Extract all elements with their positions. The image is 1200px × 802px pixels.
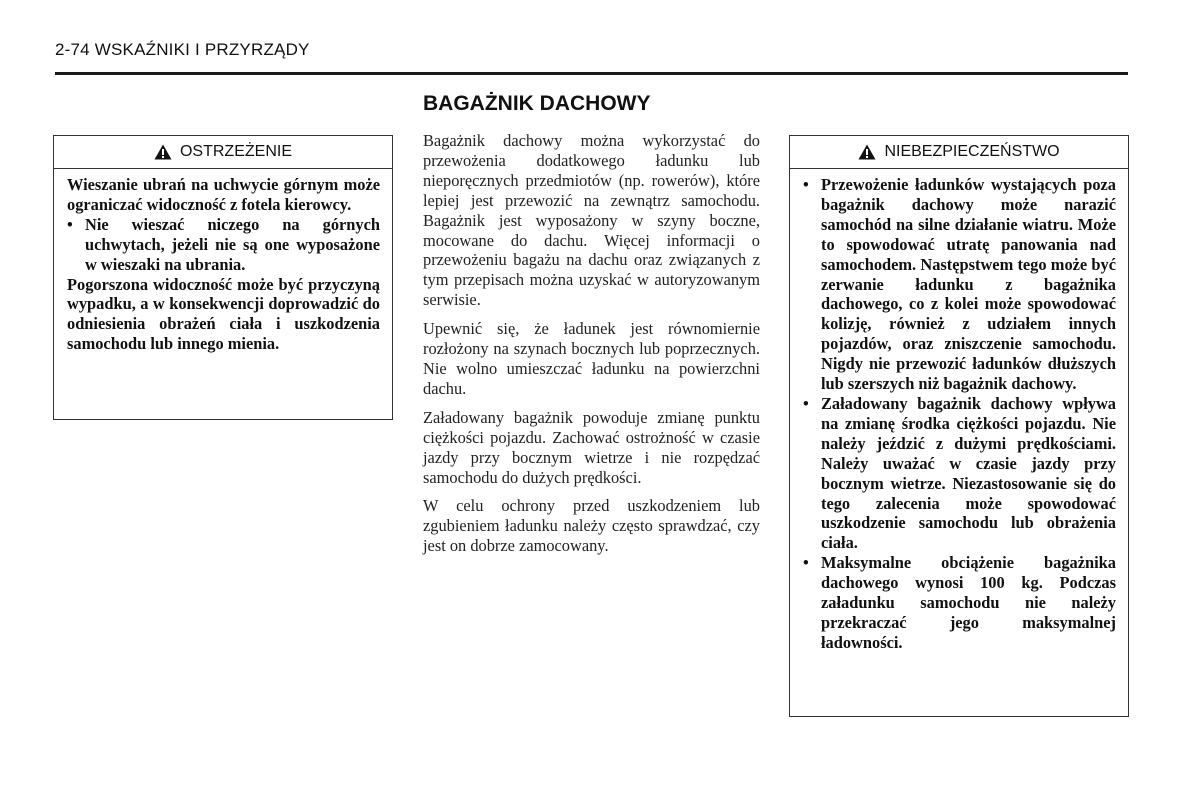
warning-outro: Pogorszona widoczność może być przyczyną wypadku, a w konsekwencji doprowadzić do odniesienia obrażeń ciała i uszkodzenia samochodu lub innego mienia. <box>67 274 380 354</box>
warning-title: OSTRZEŻENIE <box>179 143 292 160</box>
danger-bullet <box>803 553 1116 653</box>
danger-box-header <box>790 136 1128 169</box>
danger-bullet-text: Załadowany bagażnik dachowy wpływa na zmianę środka ciężkości pojazdu. Nie należy jeździć z dużymi prędkościami. Należy uważać w czasie jazdy przy bocznym wietrze. Niezastosowanie się do tego zalecenia może spowodować uszkodzenie samochodu lub obrażenia ciała. <box>821 393 1116 553</box>
danger-bullet <box>803 394 1116 553</box>
warning-intro: Wieszanie ubrań na uchwycie górnym może ograniczać widoczność z fotela kierowcy. <box>67 175 380 214</box>
warning-bullet-text: Nie wieszać niczego na górnych uchwytach, jeżeli nie są one wyposażone w wieszaki na ubrania. <box>85 214 380 274</box>
warning-bullet <box>67 215 380 275</box>
danger-bullet <box>803 175 1116 394</box>
danger-bullet-text: Przewożenie ładunków wystających poza bagażnik dachowy może narazić samochód na silne działanie wiatru. Może to spowodować utratę panowania nad samochodem. Następstwem tego może być zerwanie ładunku z bagażnika dachowego, co z kolei może spowodować kolizję, również z udziałem innych pojazdów, oraz zniszczenie samochodu. Nigdy nie przewozić ładunków dłuższych lub szerszych niż bagażnik dachowy. <box>821 175 1116 394</box>
warning-box-header <box>54 136 392 169</box>
danger-box <box>789 135 1129 717</box>
section-body <box>423 131 760 565</box>
section-paragraph: Bagażnik dachowy można wykorzystać do przewożenia dodatkowego ładunku lub nieporęcznych przedmiotów (np. rowerów), które lepiej jest przewozić na zewnątrz samochodu. Bagażnik jest wyposażony w szyny boczne, mocowane do dachu. Więcej informacji o przewożeniu bagażu na dachu oraz związanych z tym przepisach można uzyskać w autoryzowanym serwisie. <box>423 131 760 310</box>
header-rule <box>55 72 1128 75</box>
bullet-dot: • <box>803 553 809 573</box>
danger-bullet-text: Maksymalne obciążenie bagażnika dachowego wynosi 100 kg. Podczas załadunku samochodu nie należy przekraczać jego maksymalnej ładowności. <box>821 553 1116 652</box>
warning-triangle-icon <box>858 144 876 160</box>
warning-box <box>53 135 393 420</box>
page-header: 2-74 WSKAŹNIKI I PRZYRZĄDY <box>55 40 310 59</box>
warning-triangle-icon <box>154 144 172 160</box>
bullet-dot: • <box>803 175 809 194</box>
section-paragraph: Załadowany bagażnik powoduje zmianę punktu ciężkości pojazdu. Zachować ostrożność w czasie jazdy przy bocznym wietrze i nie rozpędzać samochodu do dużych prędkości. <box>423 407 760 487</box>
bullet-dot: • <box>803 393 809 413</box>
bullet-dot: • <box>67 214 73 234</box>
section-title: BAGAŻNIK DACHOWY <box>423 92 651 115</box>
section-paragraph: Upewnić się, że ładunek jest równomiernie rozłożony na szynach bocznych lub poprzecznych. Nie wolno umieszczać ładunku na powierzchni dachu. <box>423 319 760 398</box>
danger-title: NIEBEZPIECZEŃSTWO <box>884 143 1060 160</box>
section-paragraph: W celu ochrony przed uszkodzeniem lub zgubieniem ładunku należy często sprawdzać, czy jest on dobrze zamocowany. <box>423 496 760 556</box>
